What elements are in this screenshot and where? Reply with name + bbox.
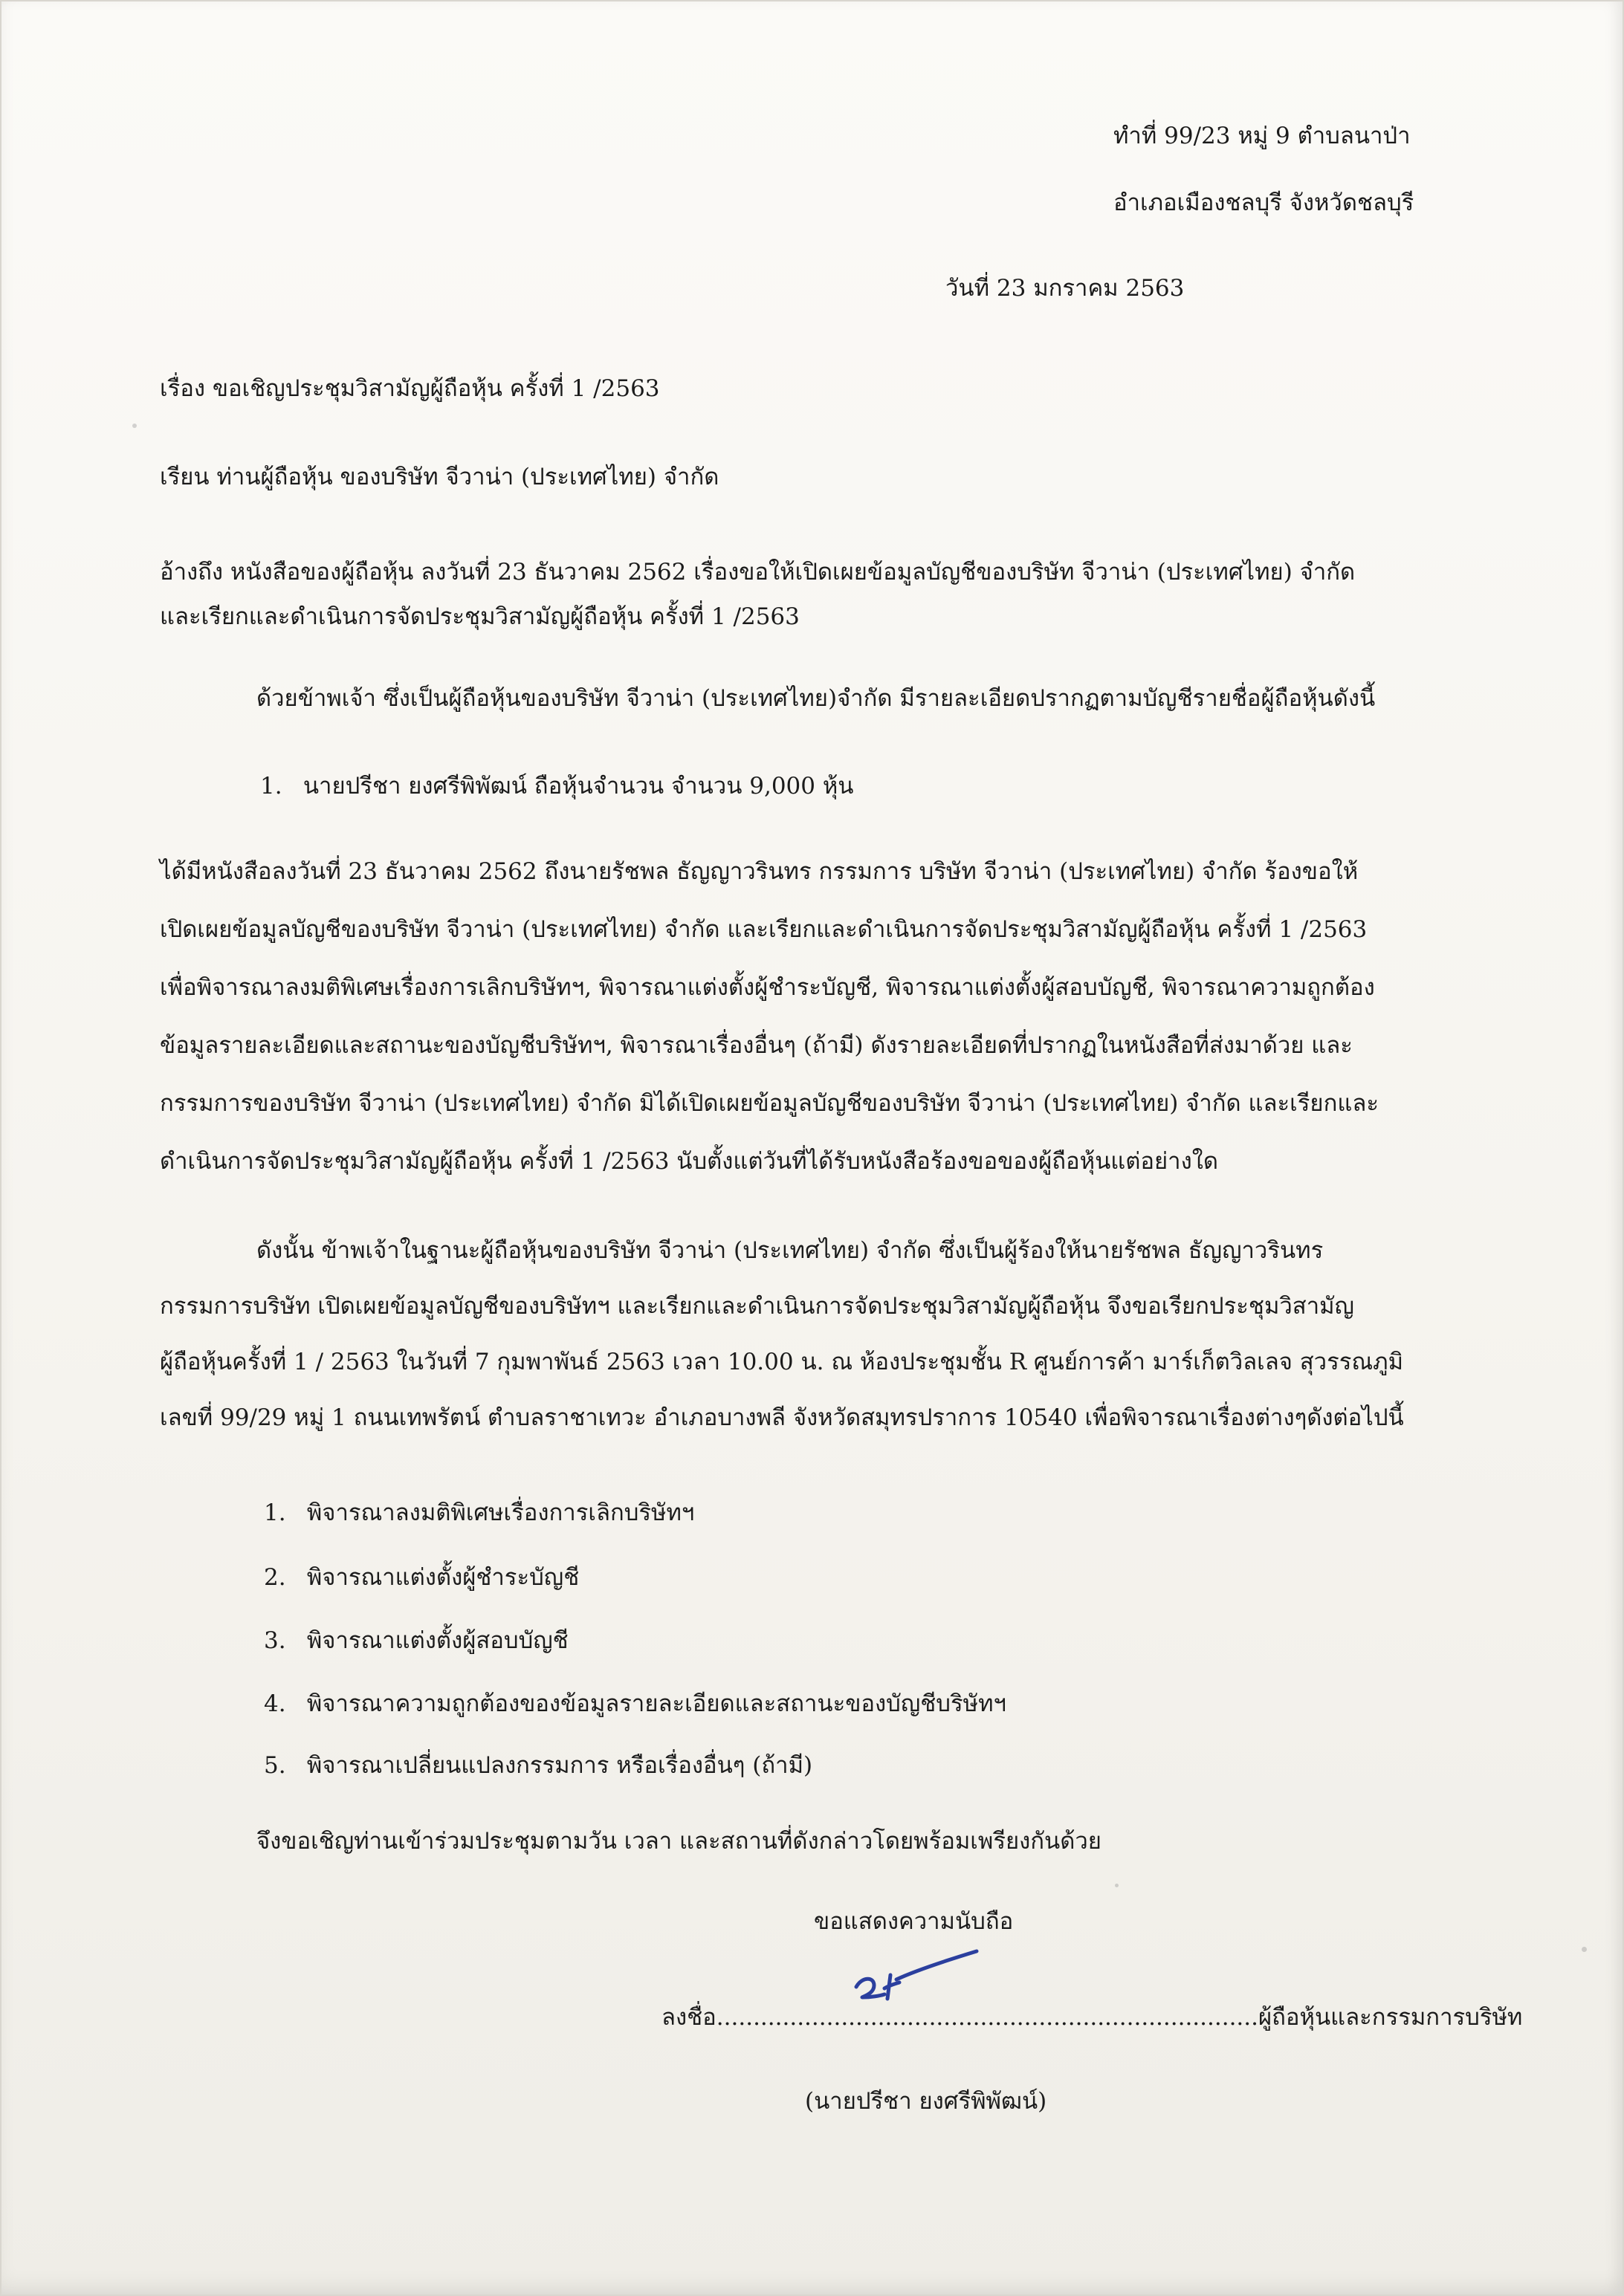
agenda-text: พิจารณาแต่งตั้งผู้สอบบัญชี [306, 1627, 569, 1654]
body-paragraph-1-line-6: ดำเนินการจัดประชุมวิสามัญผู้ถือหุ้น ครั้งที่ 1 /2563 นับตั้งแต่วันที่ได้รับหนังสือร้องขอของผู้ถือหุ้นแต่อย่างใด [160, 1148, 1218, 1175]
signature-dots: .......................................................................... [716, 2004, 1258, 2031]
body-paragraph-1-line-4: ข้อมูลรายละเอียดและสถานะของบัญชีบริษัทฯ, พิจารณาเรื่องอื่นๆ (ถ้ามี) ดังรายละเอียดที่ปรากฏในหนังสือที่ส่งมาด้วย และ [160, 1032, 1353, 1059]
body-paragraph-2-line-1: ดังนั้น ข้าพเจ้าในฐานะผู้ถือหุ้นของบริษัท จีวาน่า (ประเทศไทย) จำกัด ซึ่งเป็นผู้ร้องให้นายรัชพล ธัญญาวรินทร [256, 1237, 1324, 1264]
agenda-item-3 [264, 1627, 569, 1655]
agenda-number: 5. [264, 1752, 286, 1779]
body-paragraph-1-line-1: ได้มีหนังสือลงวันที่ 23 ธันวาคม 2562 ถึงนายรัชพล ธัญญาวรินทร กรรมการ บริษัท จีวาน่า (ประเทศไทย) จำกัด ร้องขอให้ [160, 858, 1359, 885]
agenda-item-1 [264, 1499, 694, 1527]
agenda-number: 1. [264, 1499, 286, 1526]
address-line-1: ทำที่ 99/23 หมู่ 9 ตำบลนาป่า [1113, 123, 1411, 149]
closing-paragraph: จึงขอเชิญท่านเข้าร่วมประชุมตามวัน เวลา และสถานที่ดังกล่าวโดยพร้อมเพรียงกันด้วย [256, 1828, 1101, 1855]
signature-label: ลงชื่อ [661, 2004, 716, 2031]
recipient-line: เรียน ท่านผู้ถือหุ้น ของบริษัท จีวาน่า (ประเทศไทย) จำกัด [160, 464, 719, 490]
agenda-text: พิจารณาความถูกต้องของข้อมูลรายละเอียดและสถานะของบัญชีบริษัทฯ [306, 1690, 1006, 1717]
agenda-text: พิจารณาลงมติพิเศษเรื่องการเลิกบริษัทฯ [306, 1499, 695, 1526]
reference-line-2: และเรียกและดำเนินการจัดประชุมวิสามัญผู้ถือหุ้น ครั้งที่ 1 /2563 [160, 603, 800, 630]
address-line-2: อำเภอเมืองชลบุรี จังหวัดชลบุรี [1113, 189, 1414, 216]
paper-speck [1115, 1884, 1119, 1887]
shareholder-item [260, 773, 853, 800]
handwritten-signature [849, 1945, 983, 2012]
shareholder-text: นายปรีชา ยงศรีพิพัฒน์ ถือหุ้นจำนวน จำนวน 9,000 หุ้น [303, 773, 854, 800]
body-paragraph-1-line-2: เปิดเผยข้อมูลบัญชีของบริษัท จีวาน่า (ประเทศไทย) จำกัด และเรียกและดำเนินการจัดประชุมวิสามัญผู้ถือหุ้น ครั้งที่ 1 /2563 [160, 916, 1368, 943]
agenda-item-4 [264, 1690, 1006, 1718]
agenda-item-2 [264, 1564, 579, 1592]
intro-paragraph: ด้วยข้าพเจ้า ซึ่งเป็นผู้ถือหุ้นของบริษัท จีวาน่า (ประเทศไทย)จำกัด มีรายละเอียดปรากฏตามบัญชีรายชื่อผู้ถือหุ้นดังนี้ [256, 685, 1376, 712]
paper-speck [1582, 1947, 1587, 1952]
subject-line: เรื่อง ขอเชิญประชุมวิสามัญผู้ถือหุ้น ครั้งที่ 1 /2563 [160, 375, 660, 402]
body-paragraph-1-line-3: เพื่อพิจารณาลงมติพิเศษเรื่องการเลิกบริษัทฯ, พิจารณาแต่งตั้งผู้ชำระบัญชี, พิจารณาแต่งตั้งผู้สอบบัญชี, พิจารณาความถูกต้อง [160, 974, 1375, 1001]
agenda-text: พิจารณาเปลี่ยนแปลงกรรมการ หรือเรื่องอื่นๆ (ถ้ามี) [306, 1752, 813, 1779]
body-paragraph-2-line-2: กรรมการบริษัท เปิดเผยข้อมูลบัญชีของบริษัทฯ และเรียกและดำเนินการจัดประชุมวิสามัญผู้ถือหุ้น จึงขอเรียกประชุมวิสามัญ [160, 1293, 1354, 1320]
signer-name: (นายปรีชา ยงศรีพิพัฒน์) [805, 2088, 1047, 2115]
agenda-text: พิจารณาแต่งตั้งผู้ชำระบัญชี [306, 1564, 580, 1591]
body-paragraph-1-line-5: กรรมการของบริษัท จีวาน่า (ประเทศไทย) จำกัด มิได้เปิดเผยข้อมูลบัญชีของบริษัท จีวาน่า (ประเทศไทย) จำกัด และเรียกและ [160, 1090, 1379, 1117]
agenda-number: 2. [264, 1564, 286, 1591]
reference-line-1: อ้างถึง หนังสือของผู้ถือหุ้น ลงวันที่ 23 ธันวาคม 2562 เรื่องขอให้เปิดเผยข้อมูลบัญชีของบริษัท จีวาน่า (ประเทศไทย) จำกัด [160, 559, 1356, 586]
signature-line [661, 2004, 1522, 2031]
body-paragraph-2-line-4: เลขที่ 99/29 หมู่ 1 ถนนเทพรัตน์ ตำบลราชาเทวะ อำเภอบางพลี จังหวัดสมุทรปราการ 10540 เพื่อพิจารณาเรื่องต่างๆดังต่อไปนี้ [160, 1404, 1404, 1431]
signature-role: ผู้ถือหุ้นและกรรมการบริษัท [1258, 2004, 1523, 2031]
shareholder-number: 1. [260, 773, 282, 800]
agenda-number: 3. [264, 1627, 286, 1654]
paper-speck [132, 424, 137, 428]
agenda-item-5 [264, 1752, 812, 1780]
letter-date: วันที่ 23 มกราคม 2563 [945, 275, 1185, 302]
regards-text: ขอแสดงความนับถือ [814, 1908, 1014, 1935]
agenda-number: 4. [264, 1690, 286, 1717]
body-paragraph-2-line-3: ผู้ถือหุ้นครั้งที่ 1 / 2563 ในวันที่ 7 กุมพาพันธ์ 2563 เวลา 10.00 น. ณ ห้องประชุมชั้น R ศูนย์การค้า มาร์เก็ตวิลเลจ สุวรรณภูมิ [160, 1349, 1404, 1375]
